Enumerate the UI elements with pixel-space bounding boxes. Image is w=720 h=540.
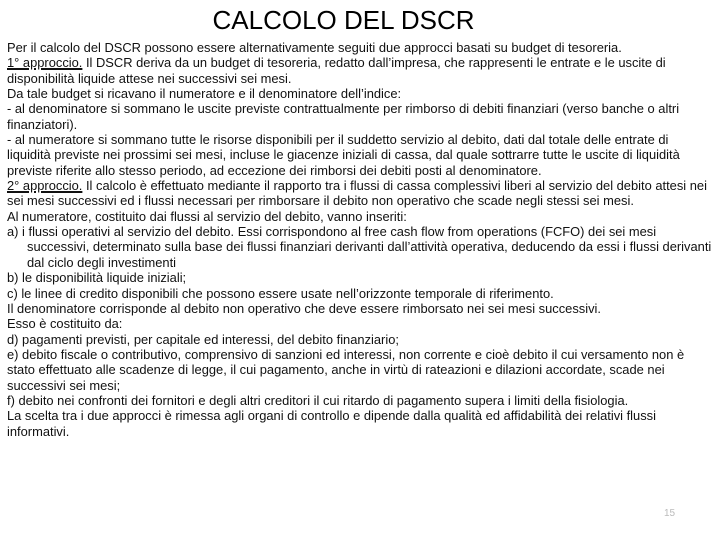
budget-intro: Da tale budget si ricavano il numeratore e il denominatore dell’indice: [7, 86, 402, 102]
list-item-c: c) le linee di credito disponibili che possono essere usate nell’orizzonte temporale di riferimento. [7, 285, 554, 301]
approach-1-paragraph [7, 55, 713, 86]
approach-1-label: 1° approccio. [7, 55, 83, 71]
list-item-d: d) pagamenti previsti, per capitale ed interessi, del debito finanziario; [7, 331, 399, 347]
numerator-line: - al numeratore si sommano tutte le risorse disponibili per il suddetto servizio al debito, dati dal totale delle entrate di liquidità previste nei prossimi sei mesi, incluse le giacenze iniziali di cassa, dal quale sottrarre tutte le uscite di liquidità previste riferite allo stesso periodo, ad eccezione dei rimborsi dei debiti posti al denominatore. [7, 132, 680, 178]
list-item-b: b) le disponibilità liquide iniziali; [7, 270, 187, 286]
conclusion-paragraph: La scelta tra i due approcci è rimessa agli organi di controllo e dipende dalla qualità ed affidabilità dei relativi flussi informativi. [7, 408, 656, 439]
approach-2-label: 2° approccio. [7, 178, 83, 194]
denominator-intro: Il denominatore corrisponde al debito non operativo che deve essere rimborsato nei sei mesi successivi. [7, 300, 601, 316]
list-item-a: a) i flussi operativi al servizio del debito. Essi corrispondono al free cash flow from operations (FCFO) dei sei mesi successivi, determinato sulla base dei flussi finanziari derivanti dall’attività operativa, deducendo da essi i flussi derivanti dal ciclo degli investimenti [7, 224, 712, 270]
composition-intro: Esso è costituito da: [7, 316, 123, 332]
approach-1-text: Il DSCR deriva da un budget di tesoreria, redatto dall’impresa, che rappresenti le entrate e le uscite di disponibilità liquide attese nei successivi sei mesi. [7, 55, 666, 86]
document-body [7, 40, 713, 439]
page-title: CALCOLO DEL DSCR [212, 5, 475, 35]
list-item-f: f) debito nei confronti dei fornitori e degli altri creditori il cui ritardo di pagamento supera i limiti della fisiologia. [7, 392, 629, 408]
numerator-intro: Al numeratore, costituito dai flussi al servizio del debito, vanno inseriti: [7, 208, 407, 224]
denominator-line: - al denominatore si sommano le uscite previste contrattualmente per rimborso di debiti finanziari (verso banche o altri finanziatori). [7, 101, 680, 132]
intro-paragraph: Per il calcolo del DSCR possono essere alternativamente seguiti due approcci basati su budget di tesoreria. [7, 40, 622, 55]
approach-2-paragraph [7, 178, 713, 209]
list-item-e: e) debito fiscale o contributivo, comprensivo di sanzioni ed interessi, non corrente e cioè debito il cui versamento non è stato effettuato alle scadenze di legge, il cui pagamento, anche in virtù di rateazioni e dilazioni accordate, scade nei successivi sei mesi; [7, 346, 685, 393]
page-number: 15 [664, 508, 676, 519]
approach-2-text: Il calcolo è effettuato mediante il rapporto tra i flussi di cassa complessivi liberi al servizio del debito attesi nei sei mesi successivi ed i flussi necessari per rimborsare il debito non operativo che scade negli stessi sei mesi. [7, 178, 707, 209]
